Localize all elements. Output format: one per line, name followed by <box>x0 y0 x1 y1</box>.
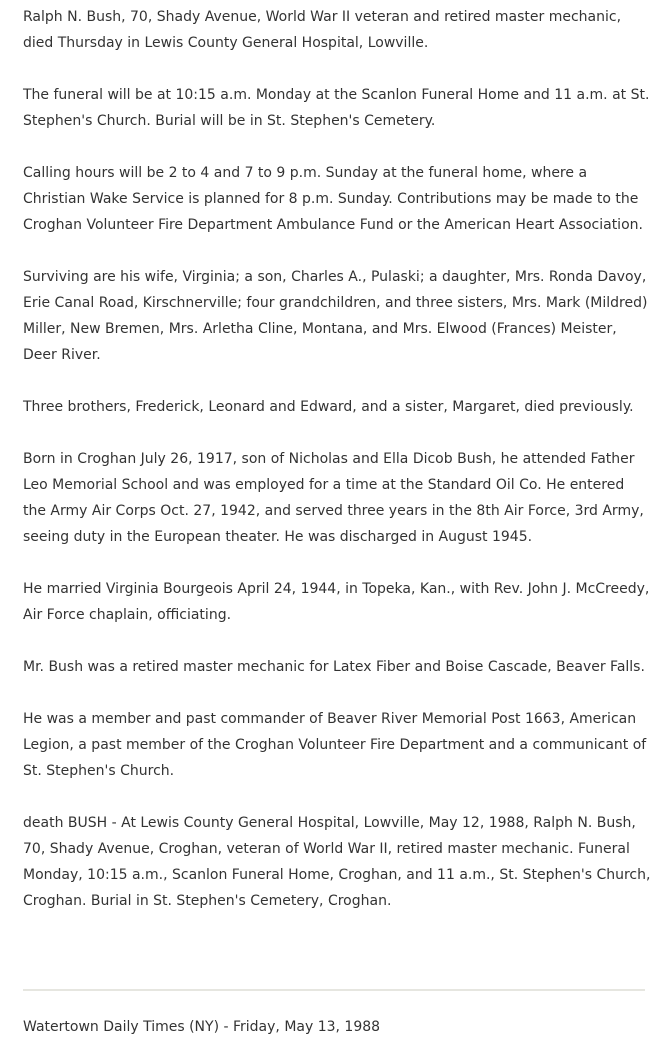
paragraph-career: Mr. Bush was a retired master mechanic for Latex Fiber and Boise Cascade, Beaver Falls. <box>23 659 645 675</box>
paragraph-marriage: He married Virginia Bourgeois April 24, 1944, in Topeka, Kan., with Rev. John J. McCreedy, Air Force chaplain, officiating. <box>23 581 650 623</box>
paragraph-death-notice-summary: death BUSH - At Lewis County General Hospital, Lowville, May 12, 1988, Ralph N. Bush, 70, Shady Avenue, Croghan, veteran of World War II, retired master mechanic. Funeral Monday, 10:15 a.m., Scanlon Funeral Home, Croghan, and 11 a.m., St. Stephen's Church, Croghan. Burial in St. Stephen's Cemetery, Croghan. <box>23 815 651 909</box>
paragraph-memberships: He was a member and past commander of Beaver River Memorial Post 1663, American Legion, a past member of the Croghan Volunteer Fire Department and a communicant of St. Stephen's Church. <box>23 711 647 779</box>
paragraph-funeral: The funeral will be at 10:15 a.m. Monday at the Scanlon Funeral Home and 11 a.m. at St. Stephen's Church. Burial will be in St. Stephen's Cemetery. <box>23 87 650 129</box>
source-citation: Watertown Daily Times (NY) - Friday, May 13, 1988 <box>23 1019 381 1035</box>
paragraph-death-notice: Ralph N. Bush, 70, Shady Avenue, World War II veteran and retired master mechanic, died Thursday in Lewis County General Hospital, Lowville. <box>23 9 622 51</box>
paragraph-predeceased: Three brothers, Frederick, Leonard and Edward, and a sister, Margaret, died previously. <box>23 399 634 415</box>
obituary-body <box>23 4 651 940</box>
paragraph-survivors: Surviving are his wife, Virginia; a son, Charles A., Pulaski; a daughter, Mrs. Ronda Davoy, Erie Canal Road, Kirschnerville; four grandchildren, and three sisters, Mrs. Mark (Mildred) Miller, New Bremen, Mrs. Arletha Cline, Montana, and Mrs. Elwood (Frances) Meister, Deer River. <box>23 269 648 363</box>
paragraph-calling-hours: Calling hours will be 2 to 4 and 7 to 9 p.m. Sunday at the funeral home, where a Christian Wake Service is planned for 8 p.m. Sunday. Contributions may be made to the Croghan Volunteer Fire Department Ambulance Fund or the American Heart Association. <box>23 165 643 233</box>
divider <box>23 989 645 991</box>
paragraph-biography: Born in Croghan July 26, 1917, son of Nicholas and Ella Dicob Bush, he attended Father Leo Memorial School and was employed for a time at the Standard Oil Co. He entered the Army Air Corps Oct. 27, 1942, and served three years in the 8th Air Force, 3rd Army, seeing duty in the European theater. He was discharged in August 1945. <box>23 451 644 545</box>
